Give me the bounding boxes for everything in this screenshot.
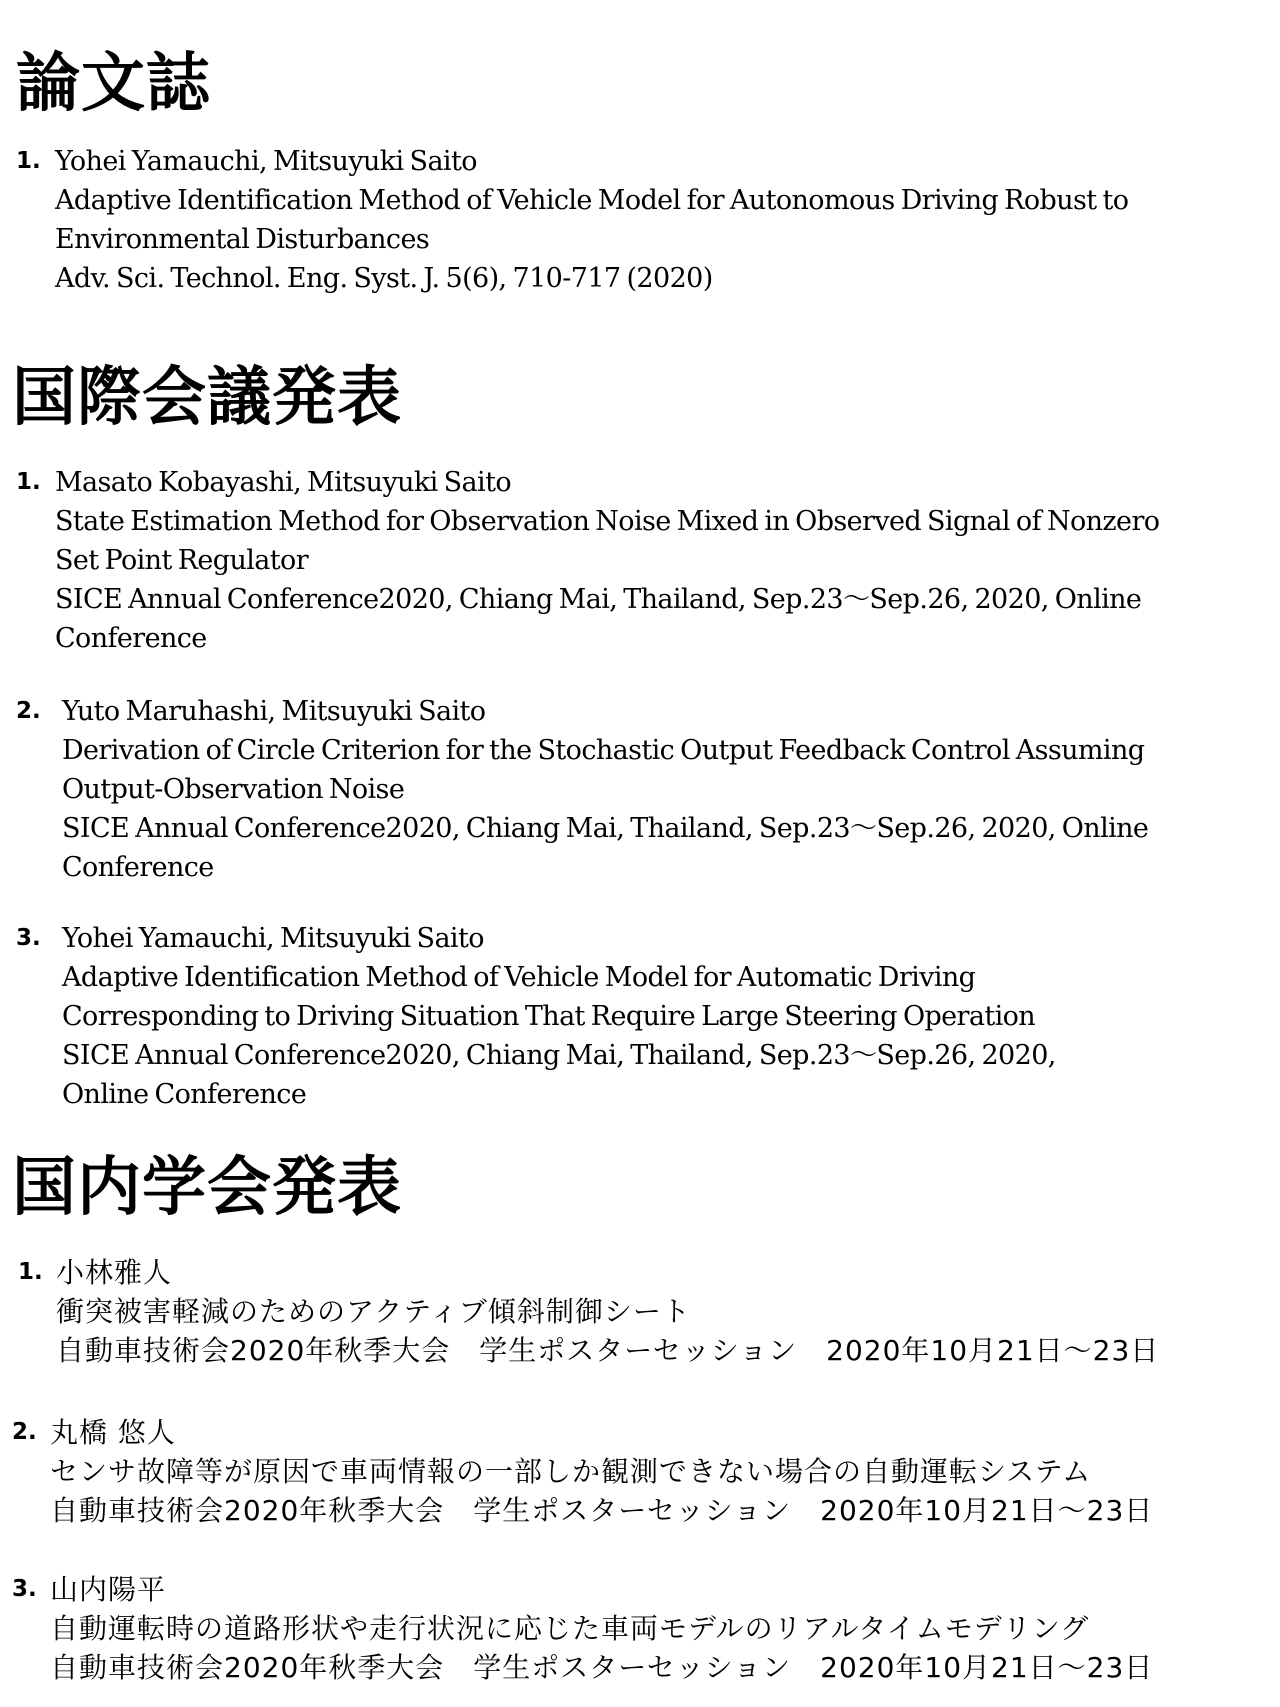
entry-text (62, 919, 1056, 1114)
entry-text (55, 463, 1159, 658)
entry-venue: 自動車技術会2020年秋季大会 学生ポスターセッション 2020年10月21日～23日 (50, 1494, 1154, 1527)
entry-title-cont: Output-Observation Noise (62, 774, 405, 805)
entry-title: Adaptive Identification Method of Vehicle Model for Automatic Driving (62, 962, 976, 993)
entry-text (62, 692, 1148, 887)
entry-venue-cont: Online Conference (62, 1079, 307, 1110)
entry-text (55, 142, 1128, 298)
entry-title: 自動運転時の道路形状や走行状況に応じた車両モデルのリアルタイムモデリング (50, 1612, 1090, 1645)
entry-venue: 自動車技術会2020年秋季大会 学生ポスターセッション 2020年10月21日～23日 (50, 1651, 1154, 1684)
entry-title: State Estimation Method for Observation Noise Mixed in Observed Signal of Nonzero (55, 506, 1160, 537)
entry-title: センサ故障等が原因で車両情報の一部しか観測できない場合の自動運転システム (50, 1455, 1092, 1488)
entry-title: Adaptive Identification Method of Vehicle Model for Autonomous Driving Robust to (55, 185, 1129, 216)
entry-title: Derivation of Circle Criterion for the Stochastic Output Feedback Control Assuming (62, 735, 1145, 766)
entry-venue-cont: Conference (55, 623, 207, 654)
international-heading: 国際会議発表 (12, 361, 402, 435)
entry-authors: 小林雅人 (56, 1256, 173, 1289)
entry-number: 3. (12, 1576, 37, 1602)
entry-number: 2. (12, 1419, 37, 1445)
entry-venue: 自動車技術会2020年秋季大会 学生ポスターセッション 2020年10月21日～23日 (56, 1334, 1160, 1367)
entry-title-cont: Corresponding to Driving Situation That Require Large Steering Operation (62, 1001, 1036, 1032)
domestic-heading: 国内学会発表 (12, 1151, 402, 1225)
entry-number: 1. (16, 469, 41, 495)
entry-text (50, 1413, 1153, 1530)
entry-venue-cont: Conference (62, 852, 214, 883)
entry-venue: SICE Annual Conference2020, Chiang Mai, Thailand, Sep.23～Sep.26, 2020, (62, 1040, 1056, 1071)
entry-title: 衝突被害軽減のためのアクティブ傾斜制御シート (56, 1295, 691, 1328)
entry-venue: SICE Annual Conference2020, Chiang Mai, Thailand, Sep.23～Sep.26, 2020, Online (62, 813, 1149, 844)
entry-number: 3. (16, 925, 41, 951)
entry-title-cont: Environmental Disturbances (55, 224, 430, 255)
entry-number: 1. (18, 1259, 43, 1285)
entry-authors: 山内陽平 (50, 1573, 167, 1606)
entry-text (56, 1253, 1159, 1370)
entry-number: 2. (16, 698, 41, 724)
entry-text (50, 1570, 1153, 1687)
entry-authors: Yuto Maruhashi, Mitsuyuki Saito (62, 696, 486, 727)
entry-authors: Masato Kobayashi, Mitsuyuki Saito (55, 467, 511, 498)
entry-title-cont: Set Point Regulator (55, 545, 309, 576)
entry-venue: SICE Annual Conference2020, Chiang Mai, Thailand, Sep.23～Sep.26, 2020, Online (55, 584, 1142, 615)
entry-venue: Adv. Sci. Technol. Eng. Syst. J. 5(6), 710-717 (2020) (55, 263, 713, 294)
entry-authors: Yohei Yamauchi, Mitsuyuki Saito (62, 923, 484, 954)
entry-authors: Yohei Yamauchi, Mitsuyuki Saito (55, 146, 477, 177)
entry-number: 1. (16, 148, 41, 174)
journal-heading: 論文誌 (16, 47, 211, 121)
entry-authors: 丸橋 悠人 (50, 1416, 176, 1449)
